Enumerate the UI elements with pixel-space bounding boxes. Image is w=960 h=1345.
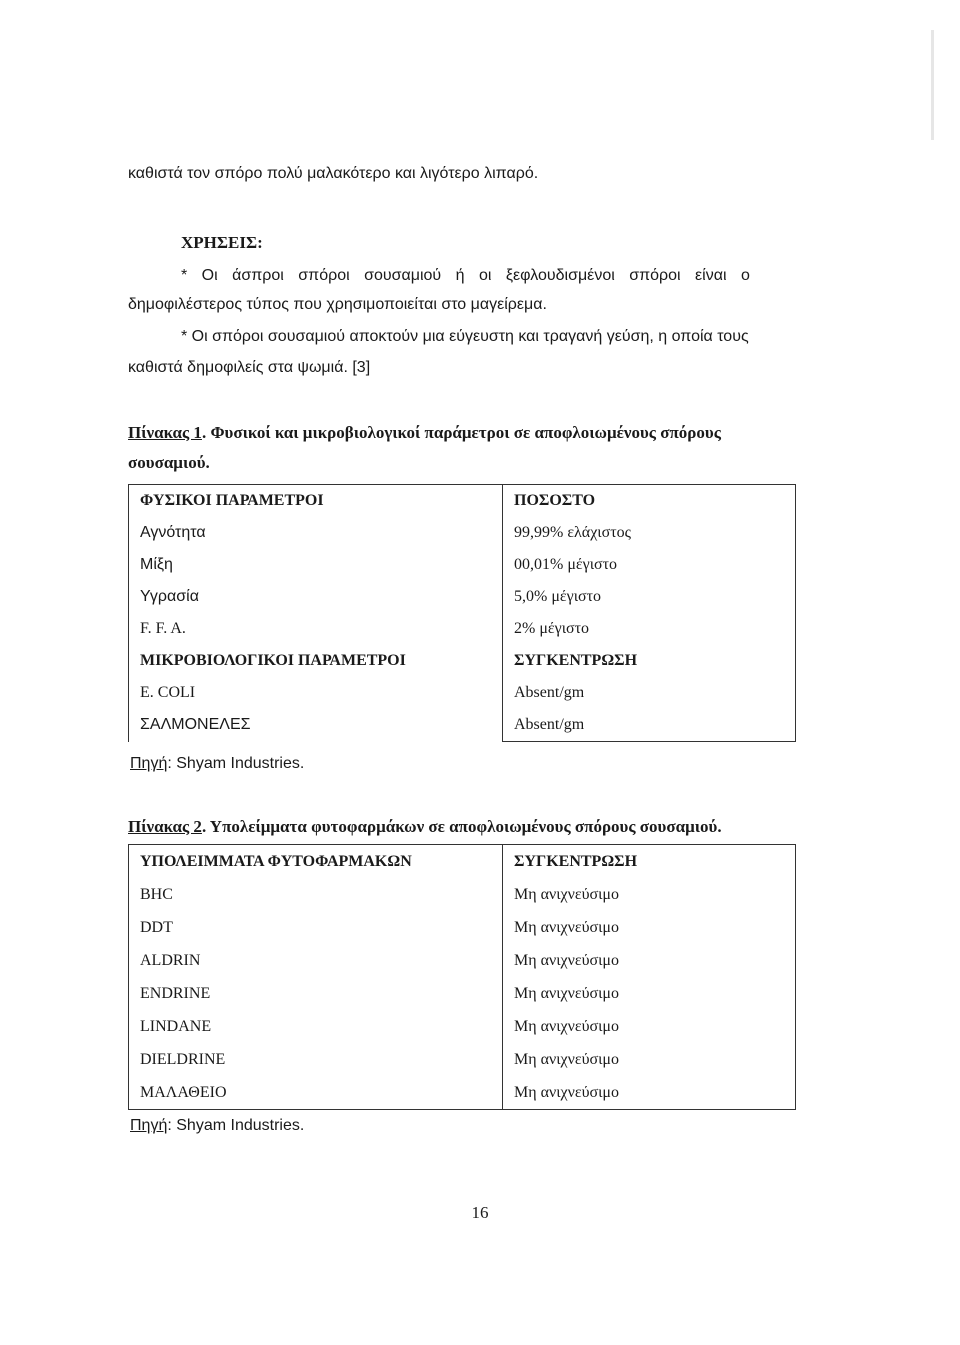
table-cell: 99,99% ελάχιστος xyxy=(503,517,796,549)
table-cell: Μη ανιχνεύσιμο xyxy=(503,911,796,944)
table-row xyxy=(129,581,796,613)
table-cell: Absent/gm xyxy=(503,709,796,742)
table-cell: Μη ανιχνεύσιμο xyxy=(503,1010,796,1043)
table1-label: Πίνακας 1 xyxy=(128,423,202,442)
table-row xyxy=(129,677,796,709)
table1-caption-line-1 xyxy=(128,422,721,444)
table-cell: Υγρασία xyxy=(129,581,503,613)
uses-heading: ΧΡΗΣΕΙΣ: xyxy=(181,233,263,252)
table1-subheader-cell: ΣΥΓΚΕΝΤΡΩΣΗ xyxy=(503,645,796,677)
table-row xyxy=(129,911,796,944)
table-cell: 5,0% μέγιστο xyxy=(503,581,796,613)
table2 xyxy=(128,844,796,1110)
table-row xyxy=(129,1043,796,1076)
table-cell: LINDANE xyxy=(129,1010,503,1043)
table-row xyxy=(129,613,796,645)
table-cell: DDT xyxy=(129,911,503,944)
table-cell: ΜΑΛΑΘΕΙΟ xyxy=(129,1076,503,1110)
source-text: : Shyam Industries. xyxy=(167,755,305,772)
table2-header-row xyxy=(129,845,796,879)
bullet-2-line-1: * Οι σπόροι σουσαμιού αποκτούν μια εύγευστη και τραγανή γεύση, η οποία τους xyxy=(181,328,749,345)
table1-header-row xyxy=(129,485,796,518)
bullet-1-line-1 xyxy=(181,265,795,287)
source-text: : Shyam Industries. xyxy=(167,1117,305,1134)
table1-subheader-cell: ΜΙΚΡΟΒΙΟΛΟΓΙΚΟΙ ΠΑΡΑΜΕΤΡΟΙ xyxy=(129,645,503,677)
table-cell: Μη ανιχνεύσιμο xyxy=(503,977,796,1010)
bullet-1-line-2: δημοφιλέστερος τύπος που χρησιμοποιείται στο μαγείρεμα. xyxy=(128,296,547,313)
table2-caption-text: . Υπολείμματα φυτοφαρμάκων σε αποφλοιωμένους σπόρους σουσαμιού. xyxy=(201,817,722,836)
table-cell: Μη ανιχνεύσιμο xyxy=(503,878,796,911)
table-cell: E. COLI xyxy=(129,677,503,709)
table2-source xyxy=(130,1117,304,1135)
table-cell: Absent/gm xyxy=(503,677,796,709)
table-row xyxy=(129,517,796,549)
table-cell: Μίξη xyxy=(129,549,503,581)
table-cell: 2% μέγιστο xyxy=(503,613,796,645)
table-row xyxy=(129,1010,796,1043)
table2-caption xyxy=(128,816,722,838)
table1-caption-text: . Φυσικοί και μικροβιολογικοί παράμετροι σε αποφλοιωμένους σπόρους xyxy=(201,423,721,442)
paragraph-continuation: καθιστά τον σπόρο πολύ μαλακότερο και λιγότερο λιπαρό. xyxy=(128,165,539,182)
table-cell: Μη ανιχνεύσιμο xyxy=(503,1043,796,1076)
table1-subheader-row xyxy=(129,645,796,677)
table-cell: F. F. A. xyxy=(129,613,503,645)
source-label: Πηγή xyxy=(130,1117,168,1134)
table-cell: Μη ανιχνεύσιμο xyxy=(503,944,796,977)
table1-caption-line-2: σουσαμιού. xyxy=(128,453,210,472)
table1-header-cell: ΠΟΣΟΣΤΟ xyxy=(503,485,796,518)
bullet-2-line-2: καθιστά δημοφιλείς στα ψωμιά. [3] xyxy=(128,359,371,376)
scan-edge-mark xyxy=(931,30,934,140)
table-cell: ENDRINE xyxy=(129,977,503,1010)
table2-header-cell: ΥΠΟΛΕΙΜΜΑΤΑ ΦΥΤΟΦΑΡΜΑΚΩΝ xyxy=(129,845,503,879)
table-row xyxy=(129,977,796,1010)
table1-source xyxy=(130,755,304,773)
table-cell: 00,01% μέγιστο xyxy=(503,549,796,581)
table1-header-cell: ΦΥΣΙΚΟΙ ΠΑΡΑΜΕΤΡΟΙ xyxy=(129,485,503,518)
table-row xyxy=(129,709,796,742)
table-cell: DIELDRINE xyxy=(129,1043,503,1076)
table-cell: Μη ανιχνεύσιμο xyxy=(503,1076,796,1110)
table-row xyxy=(129,1076,796,1110)
table-row xyxy=(129,878,796,911)
table-cell: Αγνότητα xyxy=(129,517,503,549)
page-number: 16 xyxy=(471,1203,489,1222)
bullet-1-text: * Οι άσπροι σπόροι σουσαμιού ή οι ξεφλουδισμένοι σπόροι είναι ο xyxy=(181,267,750,284)
table-row xyxy=(129,549,796,581)
table-row xyxy=(129,944,796,977)
table1 xyxy=(128,484,796,742)
table-cell: ΣΑΛΜΟΝΕΛΕΣ xyxy=(129,709,503,742)
table-cell: ALDRIN xyxy=(129,944,503,977)
table-cell: BHC xyxy=(129,878,503,911)
table2-label: Πίνακας 2 xyxy=(128,817,202,836)
source-label: Πηγή xyxy=(130,755,168,772)
table2-header-cell: ΣΥΓΚΕΝΤΡΩΣΗ xyxy=(503,845,796,879)
